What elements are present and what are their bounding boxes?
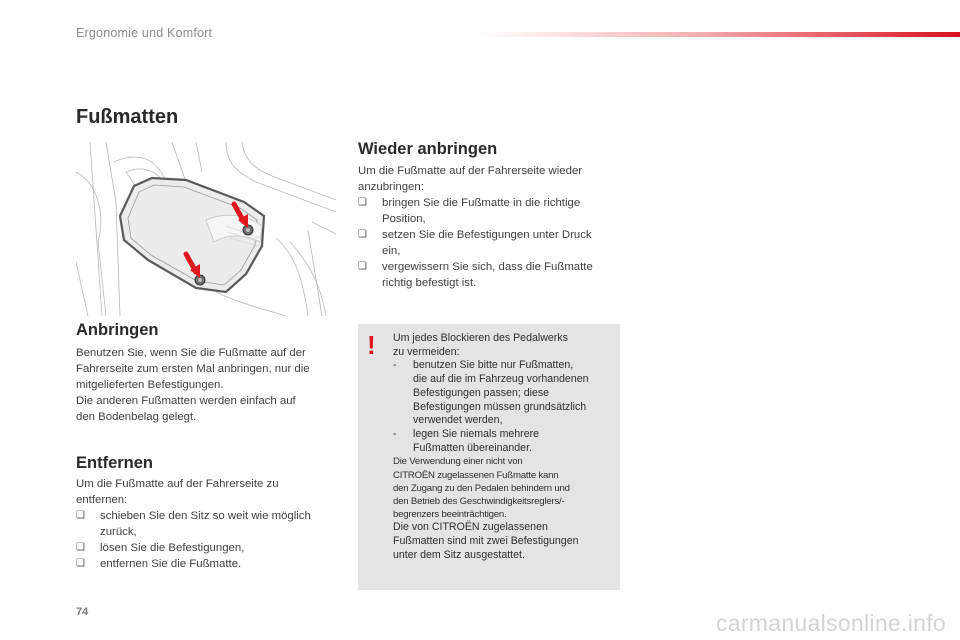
remove-step-line: schieben Sie den Sitz so weit wie möglich	[100, 510, 311, 522]
attach-heading: Anbringen	[76, 321, 159, 339]
warning-text	[393, 332, 615, 562]
reattach-step	[358, 195, 628, 227]
remove-step	[76, 540, 346, 556]
section-header-title: Ergonomie und Komfort	[76, 26, 213, 40]
watermark: carmanualsonline.info	[715, 610, 946, 636]
warning-outro	[393, 521, 615, 562]
checkbox-bullet-icon: ❑	[76, 558, 85, 569]
header-accent-bar	[478, 32, 960, 37]
dash-bullet: -	[393, 427, 397, 440]
page-number: 74	[76, 606, 89, 618]
reattach-steps	[358, 195, 628, 291]
warning-item-line: Fußmatten übereinander.	[413, 441, 532, 454]
remove-steps	[76, 508, 346, 572]
dash-bullet: -	[393, 359, 397, 372]
reattach-step-line: vergewissern Sie sich, dass die Fußmatte	[382, 261, 593, 273]
warning-outro-line: Fußmatten sind mit zwei Befestigungen	[393, 535, 579, 548]
attach-body	[76, 345, 346, 425]
warning-outro-line: unter dem Sitz ausgestattet.	[393, 548, 525, 561]
warning-item-line: die auf die im Fahrzeug vorhandenen	[413, 373, 589, 386]
warning-note-line: Die Verwendung einer nicht von	[393, 456, 523, 468]
reattach-step	[358, 259, 628, 291]
floor-mat-illustration	[76, 142, 336, 316]
checkbox-bullet-icon: ❑	[76, 510, 85, 521]
warning-intro-line: zu vermeiden:	[393, 345, 460, 358]
warning-note-line: den Betrieb des Geschwindigkeitsreglers/-	[393, 495, 565, 507]
reattach-step-line: richtig befestigt ist.	[382, 277, 477, 289]
reattach-step-line: bringen Sie die Fußmatte in die richtige	[382, 197, 581, 209]
warning-note-line: den Zugang zu den Pedalen behindern und	[393, 482, 570, 494]
warning-note	[393, 455, 615, 521]
warning-item	[393, 359, 615, 428]
checkbox-bullet-icon: ❑	[358, 261, 367, 272]
warning-intro-line: Um jedes Blockieren des Pedalwerks	[393, 332, 568, 344]
attach-line: den Bodenbelag gelegt.	[76, 411, 197, 423]
reattach-heading: Wieder anbringen	[358, 140, 498, 158]
warning-item-line: legen Sie niemals mehrere	[413, 427, 540, 440]
remove-intro-line: entfernen:	[76, 494, 128, 506]
checkbox-bullet-icon: ❑	[76, 542, 85, 553]
reattach-step	[358, 227, 628, 259]
remove-step	[76, 556, 346, 572]
attach-line: Benutzen Sie, wenn Sie die Fußmatte auf der	[76, 347, 306, 359]
exclamation-icon: !	[367, 330, 376, 360]
checkbox-bullet-icon: ❑	[358, 229, 367, 240]
warning-intro	[393, 332, 615, 359]
remove-intro-line: Um die Fußmatte auf der Fahrerseite zu	[76, 478, 279, 490]
warning-list	[393, 359, 615, 455]
reattach-body	[358, 163, 628, 291]
remove-step-line: lösen Sie die Befestigungen,	[100, 542, 245, 554]
reattach-step-line: setzen Sie die Befestigungen unter Druck	[382, 229, 592, 241]
page-title: Fußmatten	[76, 106, 179, 128]
warning-note-line: begrenzers beeinträchtigen.	[393, 509, 507, 521]
remove-body	[76, 476, 346, 572]
reattach-intro-line: anzubringen:	[358, 181, 424, 193]
attach-line: Fahrerseite zum ersten Mal anbringen, nur die	[76, 363, 310, 375]
remove-step-line: zurück,	[100, 526, 137, 538]
warning-item	[393, 428, 615, 455]
attach-line: mitgelieferten Befestigungen.	[76, 379, 224, 391]
attach-line: Die anderen Fußmatten werden einfach auf	[76, 395, 296, 407]
checkbox-bullet-icon: ❑	[358, 197, 367, 208]
warning-box	[358, 324, 620, 590]
reattach-step-line: Position,	[382, 213, 426, 225]
warning-outro-line: Die von CITROËN zugelassenen	[393, 521, 548, 534]
remove-heading: Entfernen	[76, 454, 154, 472]
warning-note-line: CITROËN zugelassenen Fußmatte kann	[393, 469, 559, 481]
warning-item-line: benutzen Sie bitte nur Fußmatten,	[413, 359, 574, 372]
warning-item-line: Befestigungen müssen grundsätzlich	[413, 400, 587, 413]
remove-step-line: entfernen Sie die Fußmatte.	[100, 558, 242, 570]
warning-item-line: verwendet werden,	[413, 414, 503, 427]
warning-item-line: Befestigungen passen; diese	[413, 386, 550, 399]
reattach-step-line: ein,	[382, 245, 401, 257]
reattach-intro-line: Um die Fußmatte auf der Fahrerseite wieder	[358, 165, 583, 177]
remove-step	[76, 508, 346, 540]
